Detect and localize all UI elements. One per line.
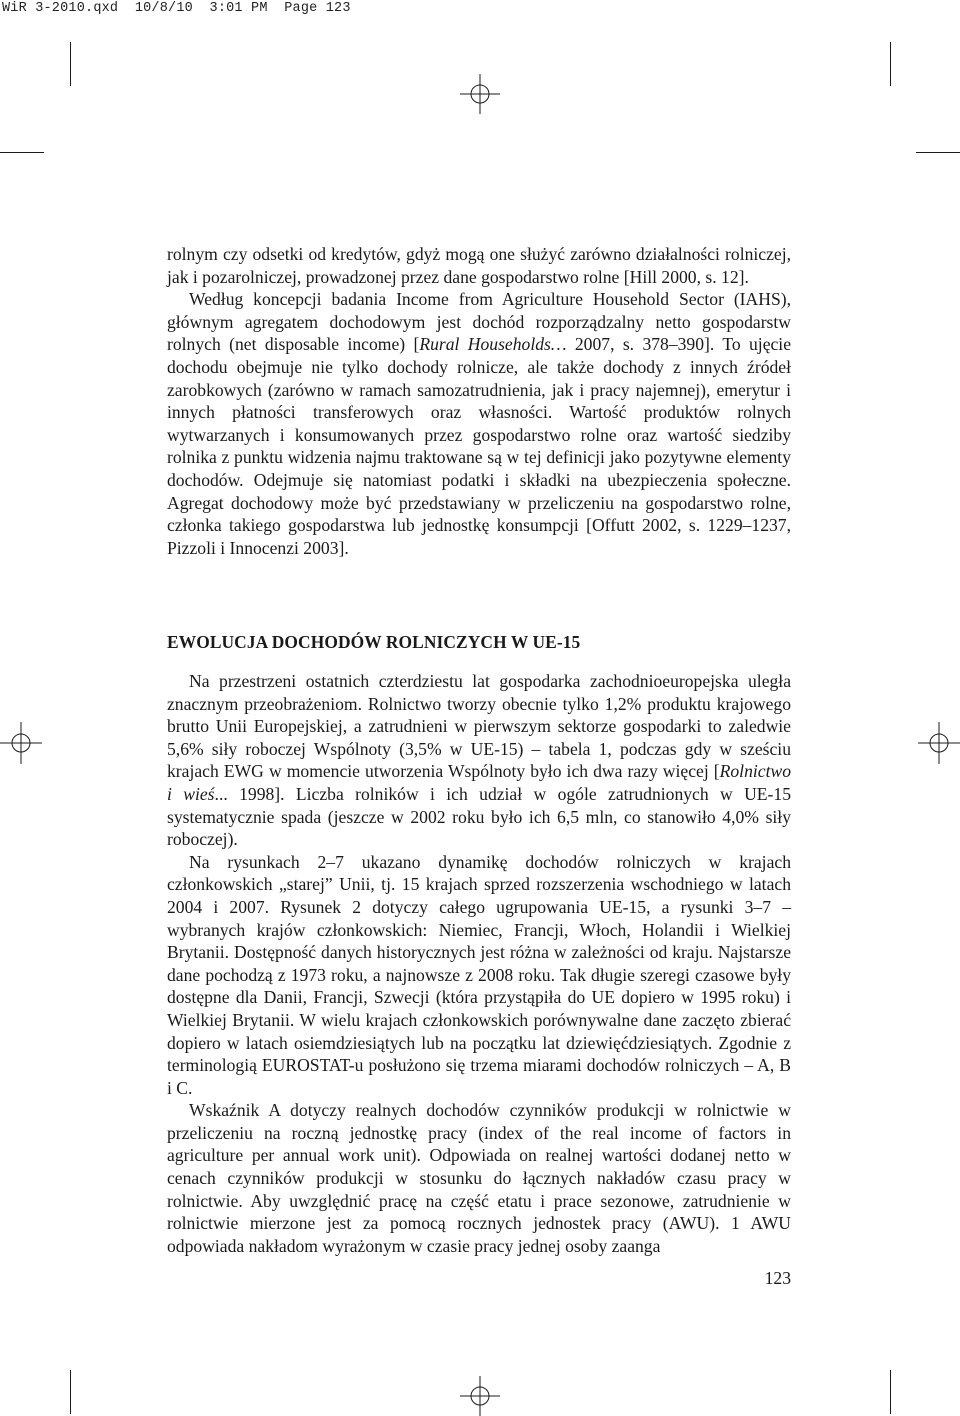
registration-mark-icon xyxy=(460,1376,500,1416)
paragraph: rolnym czy odsetki od kredytów, gdyż mogą one służyć zarówno działalności rolniczej, jak i pozarolniczej, prowadzonej przez dane gospodarstwo rolne [Hill 2000, s. 12]. xyxy=(167,244,791,287)
page-number: 123 xyxy=(764,1268,791,1288)
print-slug: WiR 3-2010.qxd 10/8/10 3:01 PM Page 123 xyxy=(2,1,351,16)
crop-mark xyxy=(916,152,960,153)
paragraph: Na przestrzeni ostatnich czterdziestu lat gospodarka zachodnioeuropejska uległa znacznym przeobrażeniom. Rolnictwo tworzy obecnie tylko 1,2% produktu krajowego brutto Unii Europejskiej, a zatrudnieni w pierwszym sektorze gospodarki to zaledwie 5,6% siły roboczej Wspólnoty (3,5% w UE-15) – tabela 1, podczas gdy w sześciu krajach EWG w momencie utworzenia Wspólnoty było ich dwa razy więcej [Rolnictwo i wieś... 1998]. Liczba rolników i ich udział w ogóle zatrudnionych w UE-15 systematycznie spada (jeszcze w 2002 roku było ich 6,5 mln, co stanowiło 4,0% siły roboczej). xyxy=(167,671,791,850)
registration-mark-icon xyxy=(918,722,960,764)
registration-mark-icon xyxy=(460,74,500,114)
paragraph: Według koncepcji badania Income from Agriculture Household Sector (IAHS), głównym agregatem dochodowym jest dochód rozporządzalny netto gospodarstw rolnych (net disposable income) [Rural Households… 2007, s. 378–390]. To ujęcie dochodu obejmuje nie tylko dochody rolnicze, ale także dochody z innych źródeł zarobkowych (zarówno w ramach samozatrudnienia, jak i pracy najemnej), emerytur i innych płatności transferowych oraz własności. Wartość produktów rolnych wytwarzanych i konsumowanych przez gospodarstwo rolne oraz wartość siedziby rolnika z punktu widzenia najmu traktowane są w tej definicji jako pozytywne elementy dochodów. Odejmuje się natomiast podatki i składki na ubezpieczenia społeczne. Agregat dochodowy może być przedstawiany w przeliczeniu na gospodarstwo rolne, członka takiego gospodarstwa lub jednostkę konsumpcji [Offutt 2002, s. 1229–1237, Pizzoli i Innocenzi 2003]. xyxy=(167,289,792,558)
crop-mark xyxy=(0,152,44,153)
section-heading: EWOLUCJA DOCHODÓW ROLNICZYCH W UE-15 xyxy=(167,632,581,652)
paragraph: Na rysunkach 2–7 ukazano dynamikę dochodów rolniczych w krajach członkowskich „starej” Unii, tj. 15 krajach sprzed rozszerzenia wschodniego w latach 2004 i 2007. Rysunek 2 dotyczy całego ugrupowania UE-15, a rysunki 3–7 – wybranych krajów członkowskich: Niemiec, Francji, Włoch, Holandii i Wielkiej Brytanii. Dostępność danych historycznych jest różna w zależności od kraju. Najstarsze dane pochodzą z 1973 roku, a najnowsze z 2008 roku. Tak długie szeregi czasowe były dostępne dla Danii, Francji, Szwecji (która przystąpiła do UE dopiero w 1995 roku) i Wielkiej Brytanii. W wielu krajach członkowskich porównywalne dane zaczęto zbierać dopiero w latach osiemdziesiątych lub na początku lat dziewięćdziesiątych. Zgodnie z terminologią EUROSTAT-u posłużono się trzema miarami dochodów rolniczych – A, B i C. xyxy=(167,851,791,1098)
crop-mark xyxy=(70,42,71,86)
paragraph: Wskaźnik A dotyczy realnych dochodów czynników produkcji w rolnictwie w przeliczeniu na roczną jednostkę pracy (index of the real income of factors in agriculture per annual work unit). Odpowiada on realnej wartości dodanej netto w cenach czynników produkcji w stosunku do łącznych nakładów czasu pracy w rolnictwie. Aby uwzględnić pracę na część etatu i prace sezonowe, zatrudnienie w rolnictwie mierzone jest za pomocą rocznych jednostek pracy (AWU). 1 AWU odpowiada nakładom wyrażonym w czasie pracy jednej osoby zaanga xyxy=(167,1100,791,1256)
registration-mark-icon xyxy=(0,722,42,764)
crop-mark xyxy=(890,1370,891,1414)
section-body-text xyxy=(167,670,791,1257)
body-text xyxy=(167,243,791,559)
crop-mark xyxy=(70,1370,71,1414)
crop-mark xyxy=(890,42,891,86)
